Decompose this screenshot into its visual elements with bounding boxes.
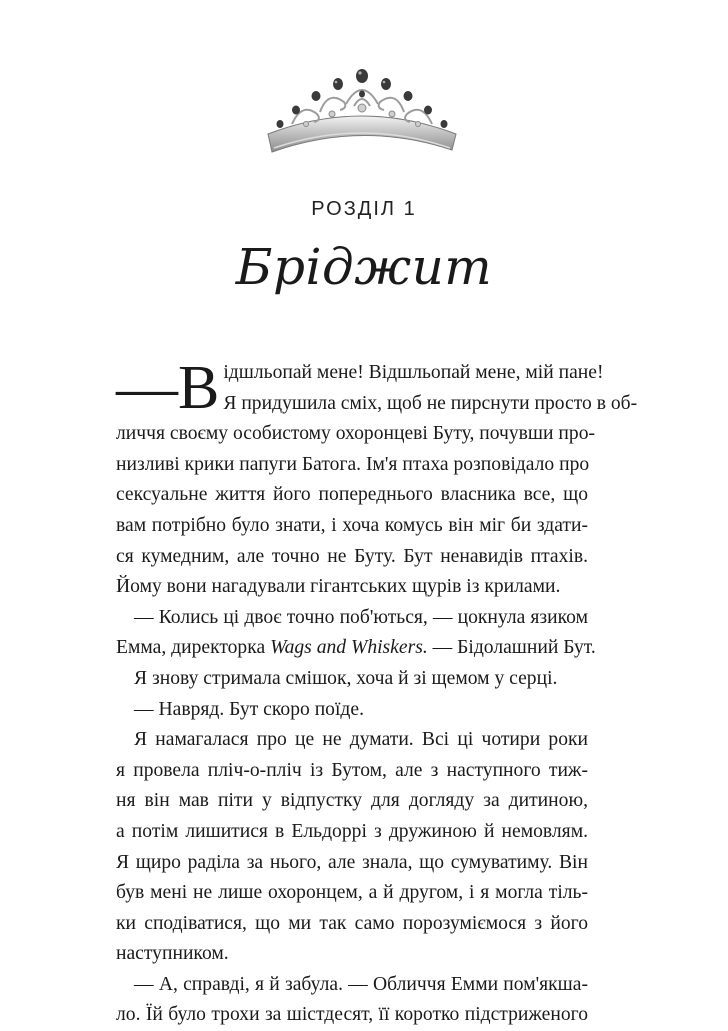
organization-name: Wags and Whiskers. <box>270 637 428 659</box>
text-line: личчя своєму особистому охоронцеві Буту, почувши про- <box>116 423 596 445</box>
paragraph-1 <box>116 354 638 603</box>
paragraph-6 <box>116 970 588 1031</box>
paragraph-2 <box>116 603 596 664</box>
text-line: а потім лишитися в Ельдоррі з дружиною й немовлям. <box>116 820 588 842</box>
text-line: — Колись ці двоє точно поб'ються, — цокнула язиком <box>134 606 588 628</box>
paragraph-5 <box>116 725 588 970</box>
chapter-title: Бріджит <box>235 238 493 296</box>
text-line: ся кумедним, але точно не Буту. Бут ненавидів птахів. <box>116 545 588 567</box>
text-line: вам потрібно було знати, і хоча комусь він міг би здати- <box>116 514 588 536</box>
text-line: Йому вони нагадували гігантських щурів із крилами. <box>116 576 561 598</box>
text-line: ня він мав піти у відпустку для догляду за дитиною, <box>116 790 588 812</box>
chapter-label: РОЗДІЛ 1 <box>311 198 417 220</box>
text-line: ки сподіватися, що ми так само порозуміємося з його <box>116 912 588 934</box>
body-text <box>116 354 638 1031</box>
text-line: сексуальне життя його попереднього власника все, що <box>116 484 588 506</box>
paragraph-4 <box>116 695 588 726</box>
text-line: я провела пліч-о-пліч із Бутом, але з наступного тиж- <box>116 759 588 781</box>
text-line: Я щиро раділа за нього, але знала, що сумуватиму. Він <box>116 851 588 873</box>
paragraph-3 <box>116 664 588 695</box>
text-line: Я знову стримала смішок, хоча й зі щемом у серці. <box>134 667 558 689</box>
text-line: Я намагалася про це не думати. Всі ці чотири роки <box>134 729 588 751</box>
text-line: Я придушила сміх, щоб не пирснути просто в об- <box>223 392 638 414</box>
text-line: ло. Їй було трохи за шістдесят, її коротко підстриженого <box>116 1004 588 1026</box>
text-line: наступником. <box>116 943 229 965</box>
text-line: Емма, директорка Wags and Whiskers. — Бідолашний Бут. <box>116 637 596 659</box>
text-line: ідшльопай мене! Відшльопай мене, мій пане! <box>223 362 604 383</box>
text-line: був мені не лише охоронцем, а й другом, і я могла тіль- <box>116 882 588 904</box>
drop-cap: —В <box>116 354 220 422</box>
text-line: — А, справді, я й забула. — Обличчя Емми пом'якша- <box>134 973 588 995</box>
text-line: — Навряд. Бут скоро поїде. <box>134 698 364 720</box>
text-line: низливі крики папуги Батога. Ім'я птаха розповідало про <box>116 453 590 475</box>
tiara-icon <box>262 62 462 172</box>
